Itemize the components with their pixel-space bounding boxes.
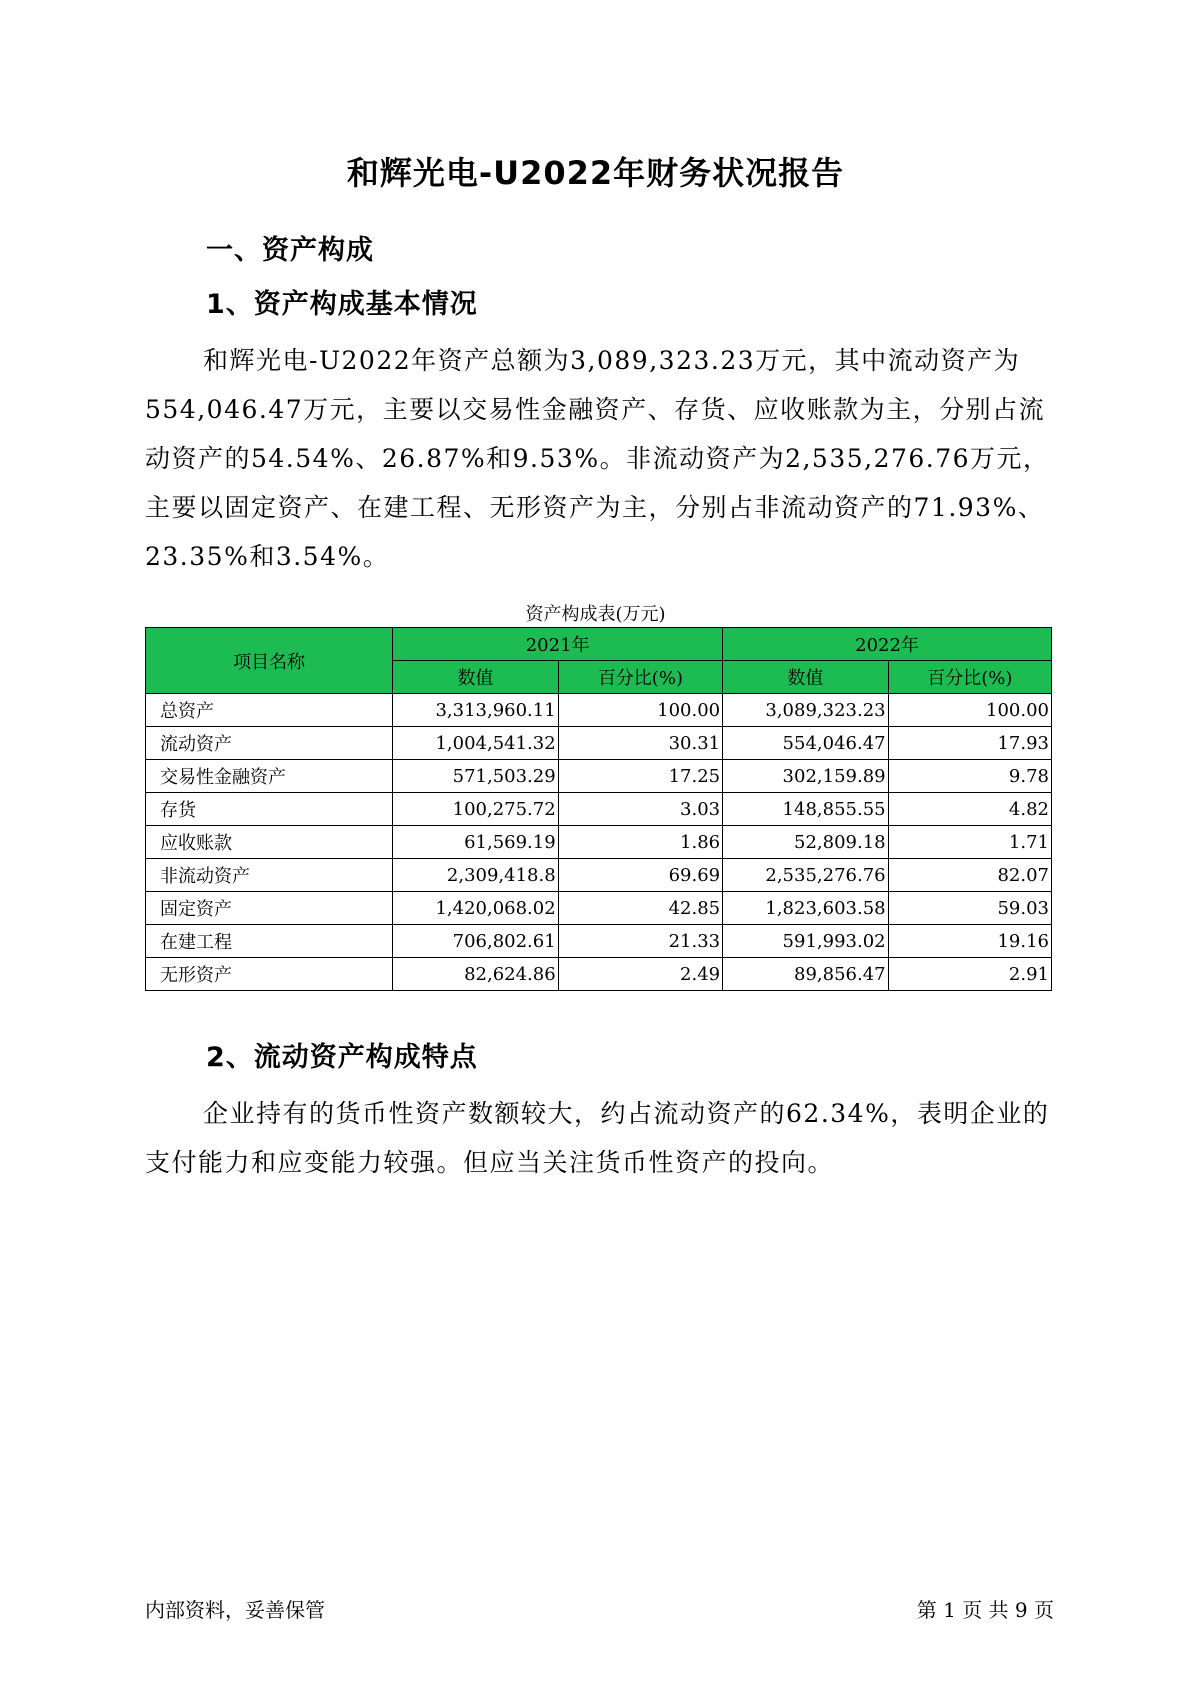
cell-pct-2022: 82.07 (888, 859, 1051, 892)
table-row (146, 892, 1052, 925)
cell-pct-2022: 59.03 (888, 892, 1051, 925)
cell-value-2021: 82,624.86 (393, 958, 559, 991)
cell-pct-2022: 4.82 (888, 793, 1051, 826)
cell-value-2021: 3,313,960.11 (393, 694, 559, 727)
row-label: 交易性金融资产 (146, 760, 393, 793)
cell-value-2021: 706,802.61 (393, 925, 559, 958)
cell-value-2021: 61,569.19 (393, 826, 559, 859)
header-value-2022: 数值 (723, 661, 889, 694)
header-pct-2021: 百分比(%) (558, 661, 722, 694)
cell-pct-2021: 21.33 (558, 925, 722, 958)
paragraph-current-assets: 企业持有的货币性资产数额较大，约占流动资产的62.34%，表明企业的支付能力和应变能力较强。但应当关注货币性资产的投向。 (145, 1099, 1050, 1177)
table-row (146, 760, 1052, 793)
row-label: 流动资产 (146, 727, 393, 760)
cell-pct-2021: 2.49 (558, 958, 722, 991)
subsection-heading-current-assets: 2、流动资产构成特点 (206, 1042, 478, 1073)
cell-value-2022: 148,855.55 (723, 793, 889, 826)
cell-pct-2021: 100.00 (558, 694, 722, 727)
cell-pct-2022: 100.00 (888, 694, 1051, 727)
row-label: 总资产 (146, 694, 393, 727)
cell-pct-2021: 1.86 (558, 826, 722, 859)
cell-value-2022: 2,535,276.76 (723, 859, 889, 892)
row-label: 应收账款 (146, 826, 393, 859)
cell-pct-2021: 3.03 (558, 793, 722, 826)
header-item-name: 项目名称 (146, 628, 393, 694)
table-row (146, 727, 1052, 760)
table-row (146, 859, 1052, 892)
cell-pct-2022: 2.91 (888, 958, 1051, 991)
cell-value-2022: 554,046.47 (723, 727, 889, 760)
header-value-2021: 数值 (393, 661, 559, 694)
cell-pct-2021: 17.25 (558, 760, 722, 793)
subsection-heading-basic: 1、资产构成基本情况 (206, 289, 478, 320)
paragraph-basic: 和辉光电-U2022年资产总额为3,089,323.23万元，其中流动资产为554,046.47万元，主要以交易性金融资产、存货、应收账款为主，分别占流动资产的54.54%、26.87%和9.53%。非流动资产为2,535,276.76万元，主要以固定资产、在建工程、无形资产为主，分别占非流动资产的71.93%、23.35%和3.54%。 (145, 346, 1050, 571)
cell-value-2022: 52,809.18 (723, 826, 889, 859)
row-label: 无形资产 (146, 958, 393, 991)
cell-value-2022: 1,823,603.58 (723, 892, 889, 925)
table-row (146, 958, 1052, 991)
cell-pct-2022: 9.78 (888, 760, 1051, 793)
cell-pct-2021: 69.69 (558, 859, 722, 892)
cell-pct-2022: 17.93 (888, 727, 1051, 760)
section-heading-asset-composition: 一、资产构成 (206, 235, 374, 266)
table-row (146, 793, 1052, 826)
row-label: 固定资产 (146, 892, 393, 925)
cell-pct-2021: 42.85 (558, 892, 722, 925)
table-row (146, 826, 1052, 859)
cell-value-2021: 100,275.72 (393, 793, 559, 826)
footer-page-number: 第 1 页 共 9 页 (916, 1598, 1054, 1622)
row-label: 存货 (146, 793, 393, 826)
header-year-2022: 2022年 (723, 628, 1052, 661)
cell-value-2022: 3,089,323.23 (723, 694, 889, 727)
footer-confidential-note: 内部资料，妥善保管 (145, 1598, 325, 1622)
table-caption: 资产构成表(万元) (525, 604, 666, 625)
asset-composition-table (145, 627, 1052, 991)
cell-value-2022: 591,993.02 (723, 925, 889, 958)
cell-pct-2021: 30.31 (558, 727, 722, 760)
table-row (146, 925, 1052, 958)
row-label: 在建工程 (146, 925, 393, 958)
cell-pct-2022: 19.16 (888, 925, 1051, 958)
cell-value-2022: 89,856.47 (723, 958, 889, 991)
cell-value-2021: 2,309,418.8 (393, 859, 559, 892)
cell-value-2021: 1,420,068.02 (393, 892, 559, 925)
header-pct-2022: 百分比(%) (888, 661, 1051, 694)
cell-value-2022: 302,159.89 (723, 760, 889, 793)
cell-value-2021: 571,503.29 (393, 760, 559, 793)
row-label: 非流动资产 (146, 859, 393, 892)
page-title: 和辉光电-U2022年财务状况报告 (346, 154, 845, 192)
cell-pct-2022: 1.71 (888, 826, 1051, 859)
cell-value-2021: 1,004,541.32 (393, 727, 559, 760)
table-row (146, 694, 1052, 727)
header-year-2021: 2021年 (393, 628, 723, 661)
